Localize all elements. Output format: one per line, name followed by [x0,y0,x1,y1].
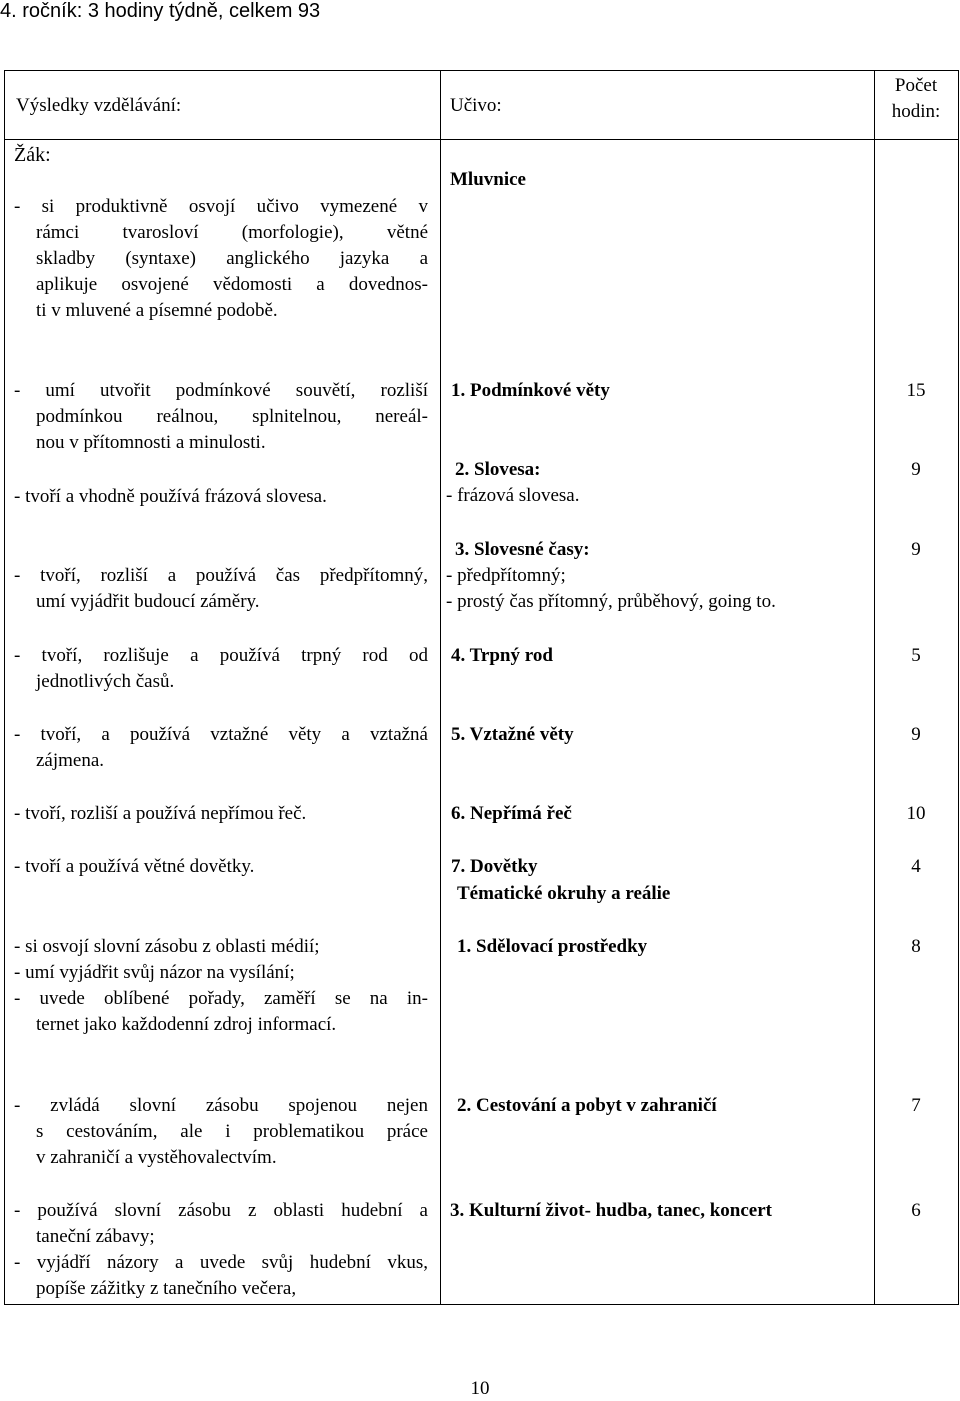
intro-line: skladby (syntaxe) anglického jazyka a [36,248,428,269]
student-label: Žák: [14,144,51,166]
hours-value: 4 [911,856,921,877]
outcome-line: nou v přítomnosti a minulosti. [36,432,266,453]
outcome-line: - tvoří, rozlišuje a používá trpný rod od [14,645,428,666]
topic-conditionals: 1. Podmínkové věty [451,380,610,401]
hours-value: 8 [911,936,921,957]
header-hours-line1: Počet [894,75,938,96]
outcome-line: - umí vyjádřit svůj názor na vysílání; [14,962,295,983]
outcome-line: - tvoří, rozliší a používá nepřímou řeč. [14,803,307,824]
outcome-line: popíše zážitky z tanečního večera, [36,1278,297,1299]
hours-value: 7 [911,1095,921,1116]
header-row-divider [4,139,959,140]
outcome-line: ternet jako každodenní zdroj informací. [36,1014,337,1035]
topic-culture: 3. Kulturní život- hudba, tanec, koncert [450,1200,772,1221]
outcome-line: - uvede oblíbené pořady, zaměří se na in- [14,988,428,1009]
intro-line: - si produktivně osvojí učivo vymezené v [14,196,428,217]
page-number: 10 [470,1378,490,1399]
subtopic-present-simple: - prostý čas přítomný, průběhový, going to. [446,591,776,612]
topic-relative-clauses: 5. Vztažné věty [451,724,574,745]
topic-verbs: 2. Slovesa: [455,459,541,480]
outcome-line: - vyjádří názory a uvede svůj hudební vkus, [14,1252,428,1273]
hours-value: 6 [911,1200,921,1221]
outcome-line: - zvládá slovní zásobu spojenou nejen [14,1095,428,1116]
hours-value: 10 [906,803,926,824]
table-top-border [4,70,959,71]
topic-tenses: 3. Slovesné časy: [455,539,590,560]
topic-media: 1. Sdělovací prostředky [457,936,648,957]
outcome-line: umí vyjádřit budoucí záměry. [36,591,260,612]
outcome-line: - si osvojí slovní zásobu z oblasti médií; [14,936,320,957]
column-divider-2 [874,70,875,1305]
intro-line: rámci tvarosloví (morfologie), větné [36,222,428,243]
subtopic-phrasal-verbs: - frázová slovesa. [446,485,580,506]
column-divider-1 [440,70,441,1305]
outcome-line: - tvoří, rozliší a používá čas předpřítomný, [14,565,428,586]
topic-travel: 2. Cestování a pobyt v zahraničí [457,1095,717,1116]
outcome-line: s cestováním, ale i problematikou práce [36,1121,428,1142]
subtopic-present-perfect: - předpřítomný; [446,565,566,586]
outcome-line: - tvoří, a používá vztažné věty a vztažná [14,724,428,745]
hours-value: 15 [906,380,926,401]
outcome-line: v zahraničí a vystěhovalectvím. [36,1147,277,1168]
intro-line: aplikuje osvojené vědomosti a dovednos- [36,274,428,295]
outcome-line: - umí utvořit podmínkové souvětí, rozliší [14,380,428,401]
topic-question-tags: 7. Dovětky [451,856,538,877]
topic-reported-speech: 6. Nepřímá řeč [451,803,572,824]
header-curriculum: Učivo: [450,95,502,116]
intro-line: ti v mluvené a písemné podobě. [36,300,278,321]
outcome-line: - tvoří a používá větné dovětky. [14,856,255,877]
topic-passive: 4. Trpný rod [451,645,553,666]
hours-value: 9 [911,724,921,745]
outcome-line: - používá slovní zásobu z oblasti hudební a [14,1200,428,1221]
hours-value: 5 [911,645,921,666]
outcome-line: podmínkou reálnou, splnitelnou, nereál- [36,406,428,427]
section-themes: Tématické okruhy a reálie [457,883,671,904]
outcome-line: jednotlivých časů. [36,671,175,692]
hours-value: 9 [911,539,921,560]
page-heading: 4. ročník: 3 hodiny týdně, celkem 93 [0,0,321,22]
outcome-line: taneční zábavy; [36,1226,155,1247]
outcome-line: zájmena. [36,750,105,771]
outcome-line: - tvoří a vhodně používá frázová slovesa. [14,486,327,507]
header-outcomes: Výsledky vzdělávání: [16,95,182,116]
section-grammar: Mluvnice [450,169,526,190]
hours-value: 9 [911,459,921,480]
header-hours-line2: hodin: [891,101,941,122]
